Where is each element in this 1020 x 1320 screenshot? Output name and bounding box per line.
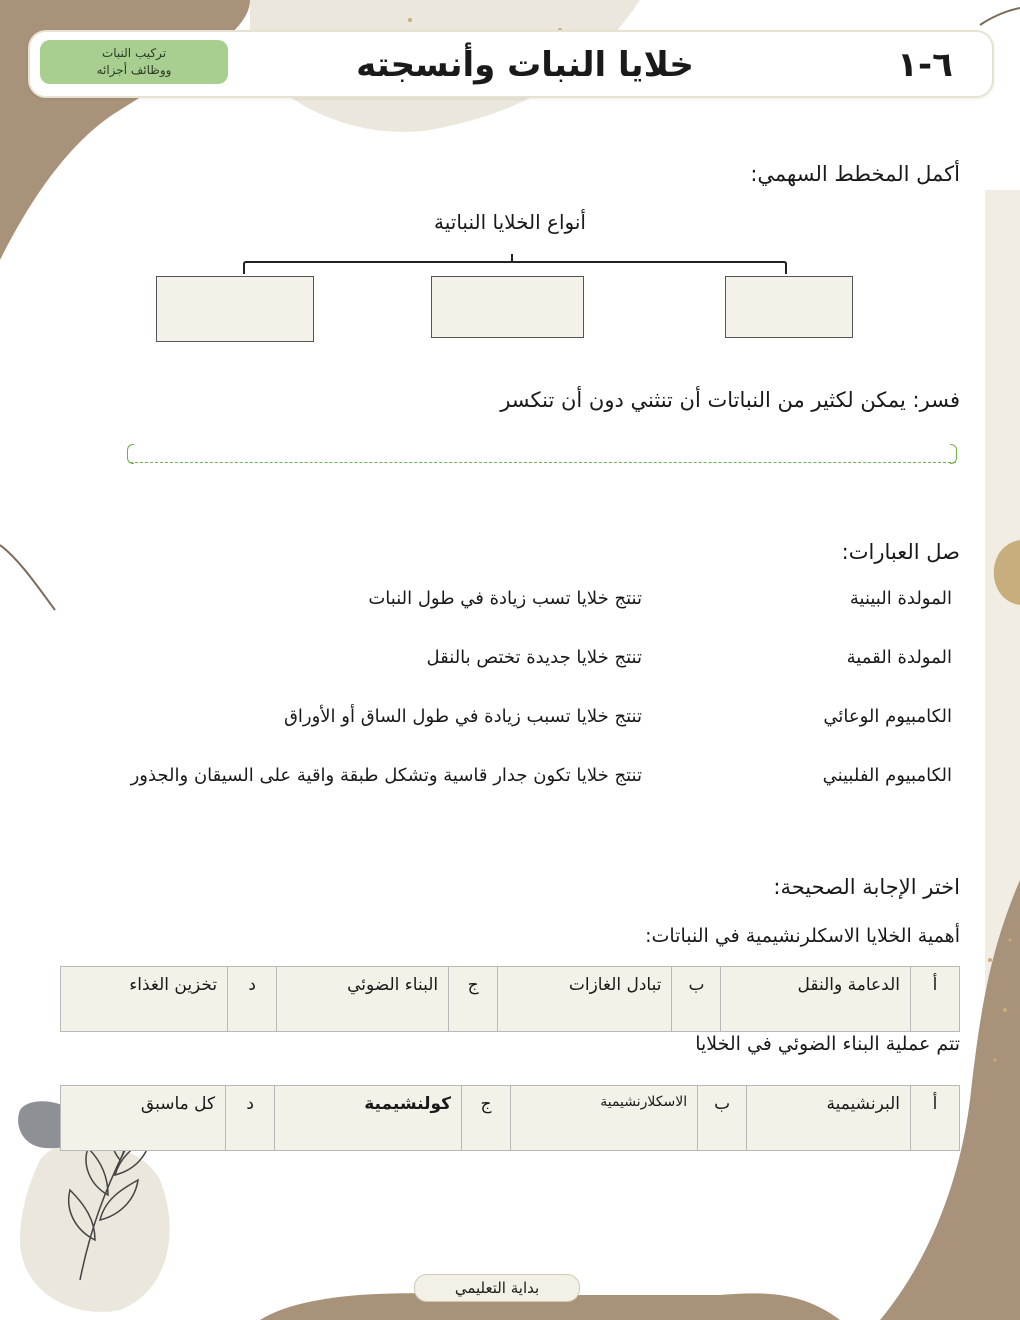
match-description-4[interactable]: تنتج خلايا تكون جدار قاسية وتشكل طبقة واقية على السيقان والجذور (130, 765, 642, 786)
match-term-3[interactable]: الكامبيوم الوعائي (823, 706, 952, 727)
option-letter: د (228, 967, 277, 1032)
option-letter: ج (449, 967, 498, 1032)
option-text[interactable]: كل ماسبق (61, 1086, 226, 1151)
diagram-instruction: أكمل المخطط السهمي: (750, 162, 960, 186)
match-term-2[interactable]: المولدة القمية (846, 647, 952, 668)
unit-badge (40, 40, 228, 84)
mcq-question-1-stem: أهمية الخلايا الاسكلرنشيمية في النباتات: (645, 925, 960, 947)
answer-line-left-cap (127, 444, 134, 464)
top-right-line-decoration (980, 8, 1020, 25)
badge-line-2: ووظائف أجزائه (96, 63, 172, 77)
footer-brand: بداية التعليمي (414, 1274, 580, 1302)
lesson-number: ٦-١ (897, 45, 953, 85)
badge-line-1: تركيب النبات (101, 46, 167, 60)
answer-line-right-cap (950, 444, 957, 464)
option-letter: د (226, 1086, 275, 1151)
match-term-1[interactable]: المولدة البينية (849, 588, 952, 609)
option-letter: ب (672, 967, 721, 1032)
match-term-4[interactable]: الكامبيوم الفلبيني (822, 765, 952, 786)
match-instruction: صل العبارات: (841, 540, 960, 564)
explain-question: فسر: يمكن لكثير من النباتات أن تنثني دون أن تنكسر (500, 388, 960, 412)
option-text[interactable]: كولنشيمية (275, 1086, 462, 1151)
option-text[interactable]: البرنشيمية (747, 1086, 911, 1151)
option-letter: أ (911, 967, 960, 1032)
mcq-question-1-options (60, 966, 960, 1032)
mcq-question-2-options (60, 1085, 960, 1151)
match-description-2[interactable]: تنتج خلايا جديدة تختص بالنقل (426, 647, 642, 668)
option-text[interactable]: الدعامة والنقل (721, 967, 911, 1032)
option-letter: أ (911, 1086, 960, 1151)
diagram-root-label: أنواع الخلايا النباتية (434, 210, 586, 234)
match-description-3[interactable]: تنتج خلايا تسبب زيادة في طول الساق أو الأوراق (283, 706, 642, 727)
mcq-question-2-stem: تتم عملية البناء الضوئي في الخلايا (695, 1033, 960, 1055)
option-text[interactable]: تخزين الغذاء (61, 967, 228, 1032)
option-text[interactable]: الاسكلارنشيمية (511, 1086, 698, 1151)
option-text[interactable]: البناء الضوئي (277, 967, 449, 1032)
match-description-1[interactable]: تنتج خلايا تسب زيادة في طول النبات (368, 588, 642, 609)
answer-box-middle[interactable] (431, 276, 584, 338)
option-letter: ب (698, 1086, 747, 1151)
left-line-decoration (0, 545, 55, 610)
answer-box-left[interactable] (156, 276, 314, 342)
option-text[interactable]: تبادل الغازات (498, 967, 672, 1032)
option-letter: ج (462, 1086, 511, 1151)
page-title: خلايا النبات وأنسجته (356, 45, 694, 85)
answer-box-right[interactable] (725, 276, 853, 338)
bottom-left-beige-shape (20, 1143, 170, 1312)
answer-line[interactable] (130, 450, 956, 463)
mcq-instruction: اختر الإجابة الصحيحة: (773, 875, 960, 899)
